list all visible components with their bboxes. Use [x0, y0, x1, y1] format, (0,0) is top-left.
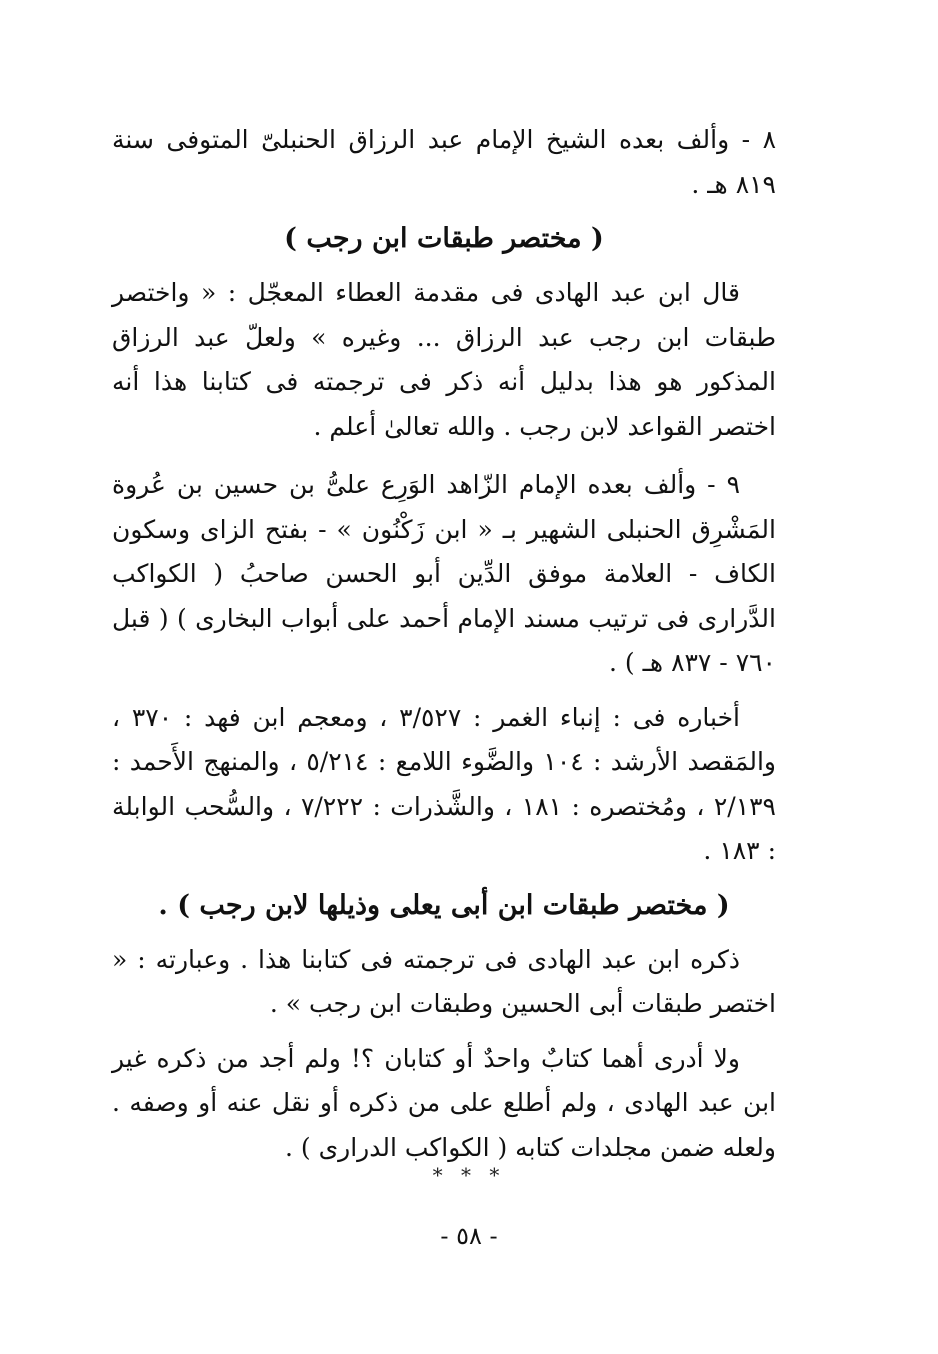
paragraph-sources: أخباره فى : إنباء الغمر : ٣/٥٢٧ ، ومعجم ابن فهد : ٣٧٠ ، والمَقصد الأرشد : ١٠٤ والضَّوء اللامع : ٥/٢١٤ ، والمنهج الأَحمد : ٢/١٣٩ ، ومُختصره : ١٨١ ، والشَّذرات : ٧/٢٢٢ ، والسُّحب الوابلة : ١٨٣ .: [112, 702, 777, 865]
section-separator: * * *: [432, 1163, 506, 1187]
paragraph-mention: ذكره ابن عبد الهادى فى ترجمته فى كتابنا هذا . وعبارته : « اختصر طبقات أبى الحسين وطبقات ابن رجب » .: [112, 944, 776, 1018]
heading-ibn-rajab-abridgment: ( مختصر طبقات ابن رجب ): [284, 223, 604, 254]
paragraph-ibn-abd-alhadi-quote: قال ابن عبد الهادى فى مقدمة العطاء المعجّل : « واختصر طبقات ابن رجب عبد الرزاق ... وغيره » ولعلّ عبد الرزاق المذكور هو هذا بدليل أنه ذكر فى ترجمته فى كتابنا هذا أنه اختصر القواعد لابن رجب . والله تعالىٰ أعلم .: [112, 278, 776, 441]
page-number: - ٥٨ -: [440, 1222, 498, 1250]
paragraph-uncertainty: ولا أدرى أهما كتابٌ واحدٌ أو كتابان ؟! ولم أجد من ذكره غير ابن عبد الهادى ، ولم أطلع على من ذكره أو نقل عنه أو وصفه . ولعله ضمن مجلدات كتابه ( الكواكب الدرارى ) .: [112, 1043, 776, 1162]
paragraph-item-8: ٨ - وألف بعده الشيخ الإمام عبد الرزاق الحنبلىّ المتوفى سنة ٨١٩ هـ .: [112, 125, 776, 199]
page-body: [112, 118, 776, 1170]
paragraph-item-9: ٩ - وألف بعده الإمام الزّاهد الوَرِع علىُّ بن حسين بن عُروة المَشْرِق الحنبلى الشهير بـ « ابن زَكْنُون » - بفتح الزاى وسكون الكاف - العلامة موفق الدِّين أبو الحسن صاحبُ ( الكواكب الدَّرارى فى ترتيب مسند الإمام أحمد على أبواب البخارى ) ( قبل ٧٦٠ - ٨٣٧ هـ ) .: [112, 470, 776, 677]
heading-abu-yala-abridgment: ( مختصر طبقات ابن أبى يعلى وذيلها لابن رجب ) .: [158, 889, 730, 921]
